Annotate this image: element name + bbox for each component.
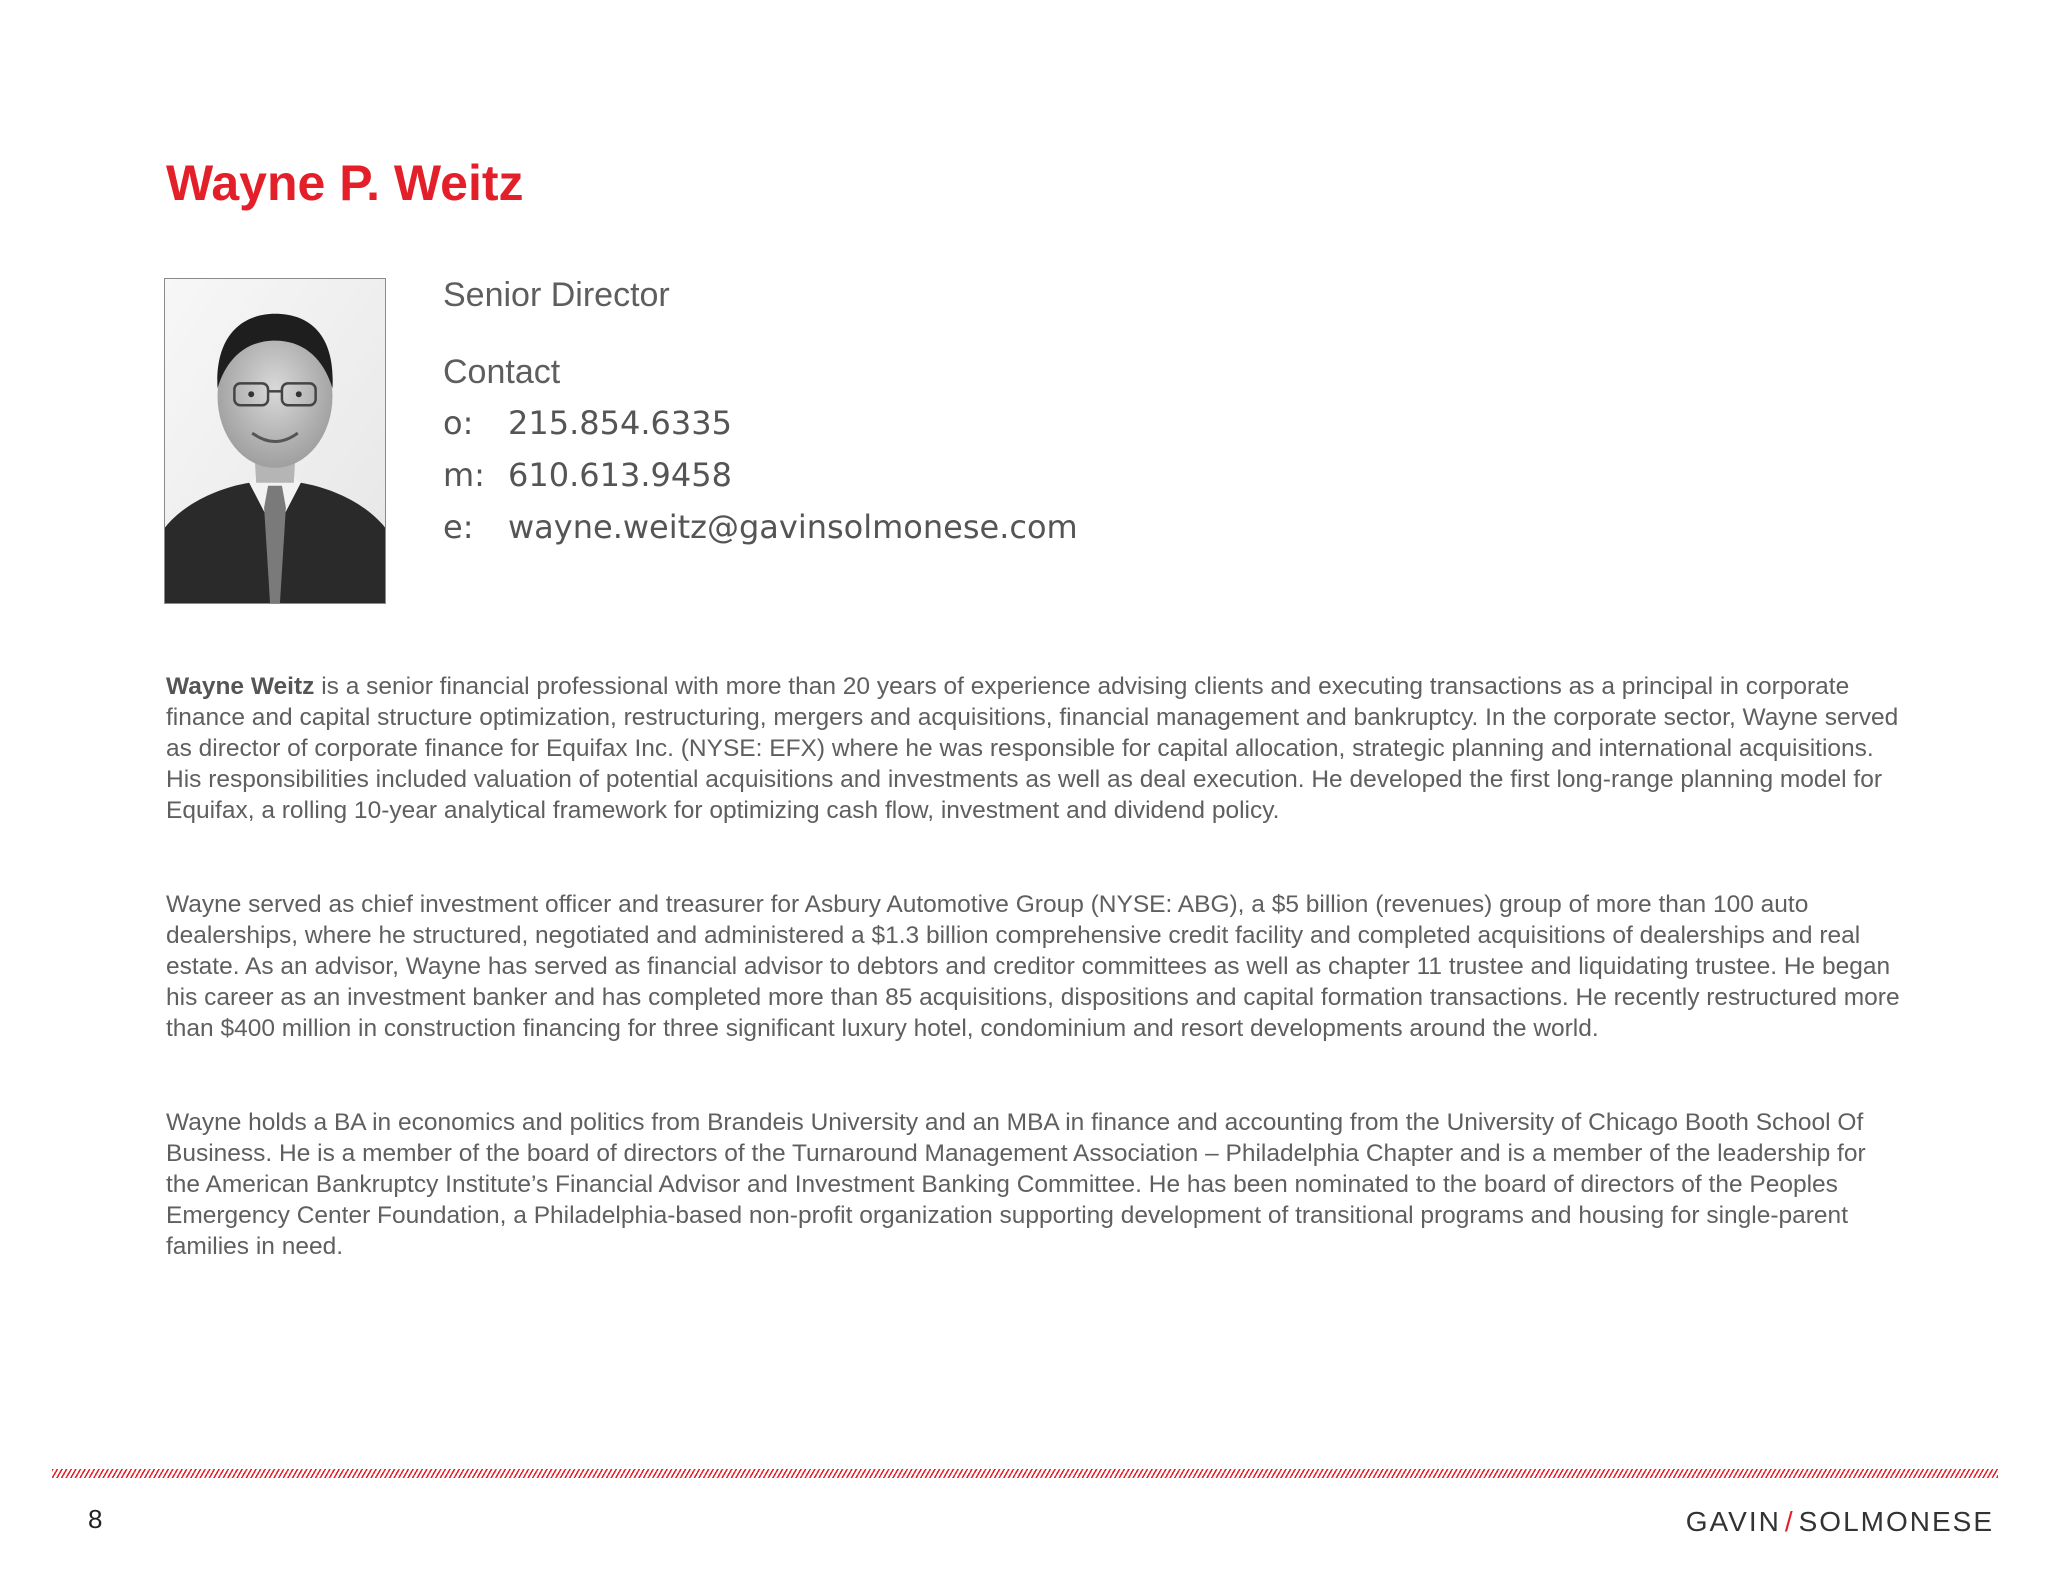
page-number: 8 (88, 1504, 103, 1534)
contact-label: o: (443, 404, 474, 442)
bio-paragraph-1 (166, 671, 1906, 826)
footer-hatch-divider (52, 1469, 1998, 1478)
contact-label: m: (443, 456, 485, 494)
bio-paragraph-2: Wayne served as chief investment officer and treasurer for Asbury Automotive Group (NYSE: ABG), a $5 billion (revenues) group of more than 100 auto dealerships, where he structured, negotiated and administered a $1.3 billion comprehensive credit facility and completed acquisitions of dealerships and real estate. As an advisor, Wayne has served as financial advisor to debtors and creditor committees as well as chapter 11 trustee and liquidating trustee. He began his career as an investment banker and has completed more than 85 acquisitions, dispositions and capital formation transactions. He recently restructured more than $400 million in construction financing for three significant luxury hotel, condominium and resort developments around the world. (166, 891, 1900, 1042)
contact-label: e: (443, 508, 474, 546)
logo-slash: / (1784, 1506, 1795, 1537)
email-value[interactable]: wayne.weitz@gavinsolmonese.com (508, 508, 1078, 546)
person-name: Wayne P. Weitz (166, 155, 524, 211)
job-title: Senior Director (443, 276, 670, 314)
contact-office-phone (443, 404, 732, 442)
contact-mobile-phone (443, 456, 732, 494)
gavin-solmonese-logo (1686, 1506, 1994, 1538)
bio-paragraph-3: Wayne holds a BA in economics and politics from Brandeis University and an MBA in finance and accounting from the University of Chicago Booth School Of Business. He is a member of the board of directors of the Turnaround Management Association – Philadelphia Chapter and is a member of the leadership for the American Bankruptcy Institute’s Financial Advisor and Investment Banking Committee. He has been nominated to the board of directors of the Peoples Emergency Center Foundation, a Philadelphia-based non-profit organization supporting development of transitional programs and housing for single-parent families in need. (166, 1109, 1866, 1260)
contact-email (443, 508, 1078, 546)
headshot-photo (164, 278, 386, 604)
logo-right-text: SOLMONESE (1798, 1506, 1994, 1537)
office-phone-value: 215.854.6335 (508, 404, 732, 442)
bio-name-bold: Wayne Weitz (166, 673, 315, 700)
bio-paragraph-1-text: is a senior financial professional with more than 20 years of experience advising clients and executing transactions as a principal in corporate finance and capital structure optimization, restructuring, mergers and acquisitions, financial management and bankruptcy. In the corporate sector, Wayne served as director of corporate finance for Equifax Inc. (NYSE: EFX) where he was responsible for capital allocation, strategic planning and international acquisitions. His responsibilities included valuation of potential acquisitions and investments as well as deal execution. He developed the first long-range planning model for Equifax, a rolling 10-year analytical framework for optimizing cash flow, investment and dividend policy. (166, 673, 1899, 824)
mobile-phone-value: 610.613.9458 (508, 456, 732, 494)
contact-heading: Contact (443, 353, 561, 391)
logo-left-text: GAVIN (1685, 1506, 1781, 1537)
